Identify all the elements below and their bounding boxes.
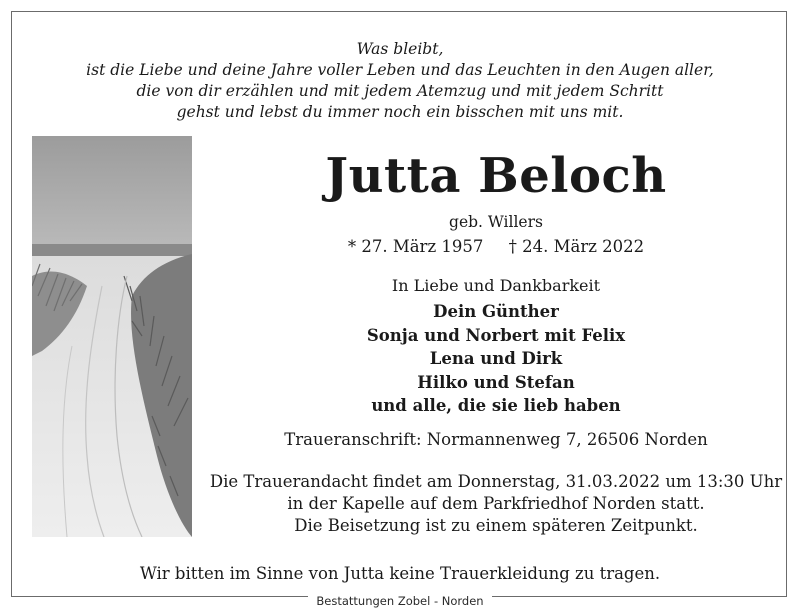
service-line: Die Trauerandacht findet am Donnerstag, 31.03.2022 um 13:30 Uhr <box>209 472 783 491</box>
poem-line: Was bleibt, <box>356 40 444 58</box>
life-dates <box>192 236 800 258</box>
death-date: † 24. März 2022 <box>508 237 645 256</box>
poem-line: ist die Liebe und deine Jahre voller Leben und das Leuchten in den Augen aller, <box>86 61 714 79</box>
service-line: in der Kapelle auf dem Parkfriedhof Norden statt. <box>287 494 705 513</box>
poem-line: gehst und lebst du immer noch ein bisschen mit uns mit. <box>176 103 624 121</box>
birth-name: geb. Willers <box>449 213 543 231</box>
mourner: Sonja und Norbert mit Felix <box>366 325 626 345</box>
undertaker-credit: Bestattungen Zobel - Norden <box>308 593 491 609</box>
mourner: Lena und Dirk <box>429 349 563 368</box>
service-info <box>192 471 800 537</box>
birth-date: * 27. März 1957 <box>347 237 484 256</box>
poem <box>0 39 800 123</box>
mourner: Hilko und Stefan <box>417 372 575 392</box>
mourner: und alle, die sie lieb haben <box>371 396 621 415</box>
deceased-name: Jutta Beloch <box>325 148 667 204</box>
mourner: Dein Günther <box>433 302 559 321</box>
service-line: Die Beisetzung ist zu einem späteren Zeitpunkt. <box>294 516 698 535</box>
beach-path-photo <box>32 136 192 537</box>
mourning-address: Traueranschrift: Normannenweg 7, 26506 Norden <box>284 430 708 449</box>
closing-request: Wir bitten im Sinne von Jutta keine Trauerkleidung zu tragen. <box>139 564 661 583</box>
mourners-list <box>192 300 800 418</box>
intro-text: In Liebe und Dankbarkeit <box>391 276 601 295</box>
footer <box>0 590 800 609</box>
poem-line: die von dir erzählen und mit jedem Atemzug und mit jedem Schritt <box>136 82 664 100</box>
